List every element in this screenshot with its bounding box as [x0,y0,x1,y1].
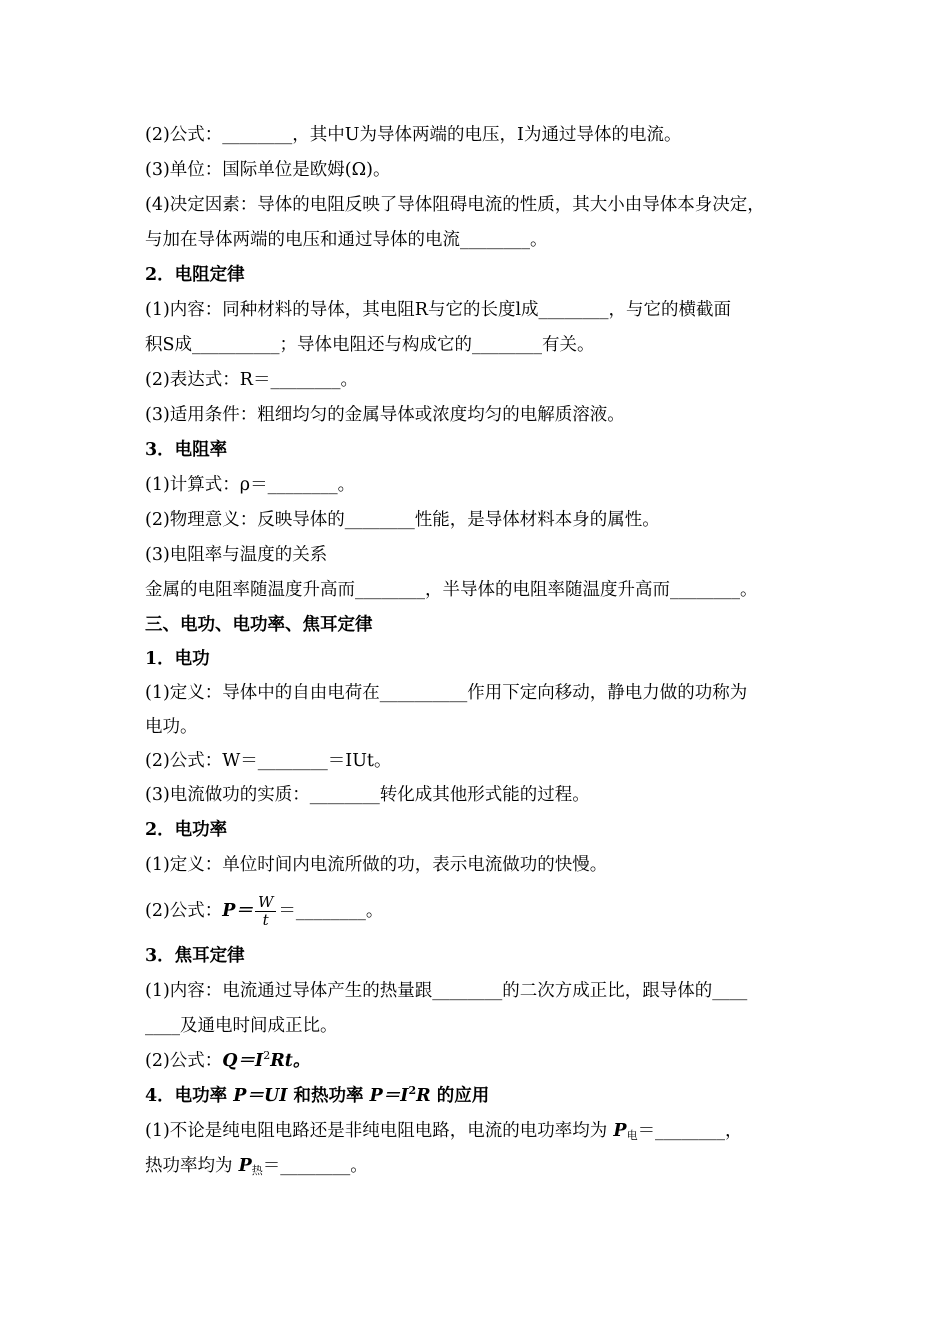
fraction-denominator: t [262,911,269,929]
text-line: (1)定义：导体中的自由电荷在__________作用下定向移动，静电力做的功称为 [145,683,748,703]
power-formula-line [145,891,383,931]
text-line: ____及通电时间成正比。 [145,1016,338,1036]
symbol-p: P [232,1156,252,1176]
exponent: 2 [263,1049,271,1062]
text-line: (3)电阻率与温度的关系 [145,545,328,565]
text-line: 与加在导体两端的电压和通过导体的电流________。 [145,230,548,250]
heading-text: 4．电功率 [145,1086,234,1106]
text-line: (2)表达式：R＝________。 [145,370,358,390]
text-line: (2)公式：________，其中U为导体两端的电压，I为通过导体的电流。 [145,125,682,145]
text-line: 金属的电阻率随温度升高而________，半导体的电阻率随温度升高而________。 [145,580,758,600]
fraction [255,894,276,929]
chapter-heading: 三、电功、电功率、焦耳定律 [145,615,373,635]
text-line: 电功。 [145,717,198,737]
formula-tail: Rt。 [270,1051,311,1071]
text-line: (1)定义：单位时间内电流所做的功，表示电流做功的快慢。 [145,855,608,875]
text-line: (4)决定因素：导体的电阻反映了导体阻碍电流的性质，其大小由导体本身决定， [145,195,765,215]
section-heading: 3．焦耳定律 [145,946,245,966]
section-heading: 2．电功率 [145,820,228,840]
section-heading: 3．电阻率 [145,440,228,460]
text-line: 积S成__________；导体电阻还与构成它的________有关。 [145,335,595,355]
text-line: (1)计算式：ρ＝________。 [145,475,356,495]
line-tail: ＝________。 [262,1156,368,1176]
section-heading: 2．电阻定律 [145,265,245,285]
symbol-p: P [607,1121,627,1141]
heading-formula: R [416,1086,431,1106]
formula-lhs: P＝ [222,901,253,921]
heading-text: 和热功率 [287,1086,370,1106]
formula-prefix: (2)公式： [145,901,223,921]
text-line: (1)内容：同种材料的导体，其电阻R与它的长度l成________，与它的横截面 [145,300,732,320]
text-line: (3)单位：国际单位是欧姆(Ω)。 [145,160,391,180]
text-line: (1)内容：电流通过导体产生的热量跟________的二次方成正比，跟导体的____ [145,981,748,1001]
text-line [145,1118,743,1144]
subscript: 电 [626,1129,638,1142]
formula-q: Q＝I [222,1051,264,1071]
section-heading [145,1083,489,1109]
fraction-numerator: W [255,894,276,912]
line-tail: ＝________， [637,1121,743,1141]
text-line: (2)公式：W＝________＝IUt。 [145,751,392,771]
formula-prefix: (2)公式： [145,1051,223,1071]
text-line [145,1153,368,1179]
text-line: (3)适用条件：粗细均匀的金属导体或浓度均匀的电解质溶液。 [145,405,625,425]
joule-formula-line [145,1048,310,1074]
line-text: 热功率均为 [145,1156,233,1176]
text-line: (2)物理意义：反映导体的________性能，是导体材料本身的属性。 [145,510,660,530]
subscript: 热 [251,1164,263,1177]
formula-rhs: ＝________。 [278,901,384,921]
heading-formula: P＝I [369,1086,409,1106]
exponent: 2 [408,1084,417,1097]
heading-text: 的应用 [430,1086,490,1106]
text-line: (3)电流做功的实质：________转化成其他形式能的过程。 [145,785,590,805]
line-text: (1)不论是纯电阻电路还是非纯电阻电路，电流的电功率均为 [145,1121,608,1141]
heading-formula: P＝UI [233,1086,288,1106]
section-heading: 1．电功 [145,649,210,669]
